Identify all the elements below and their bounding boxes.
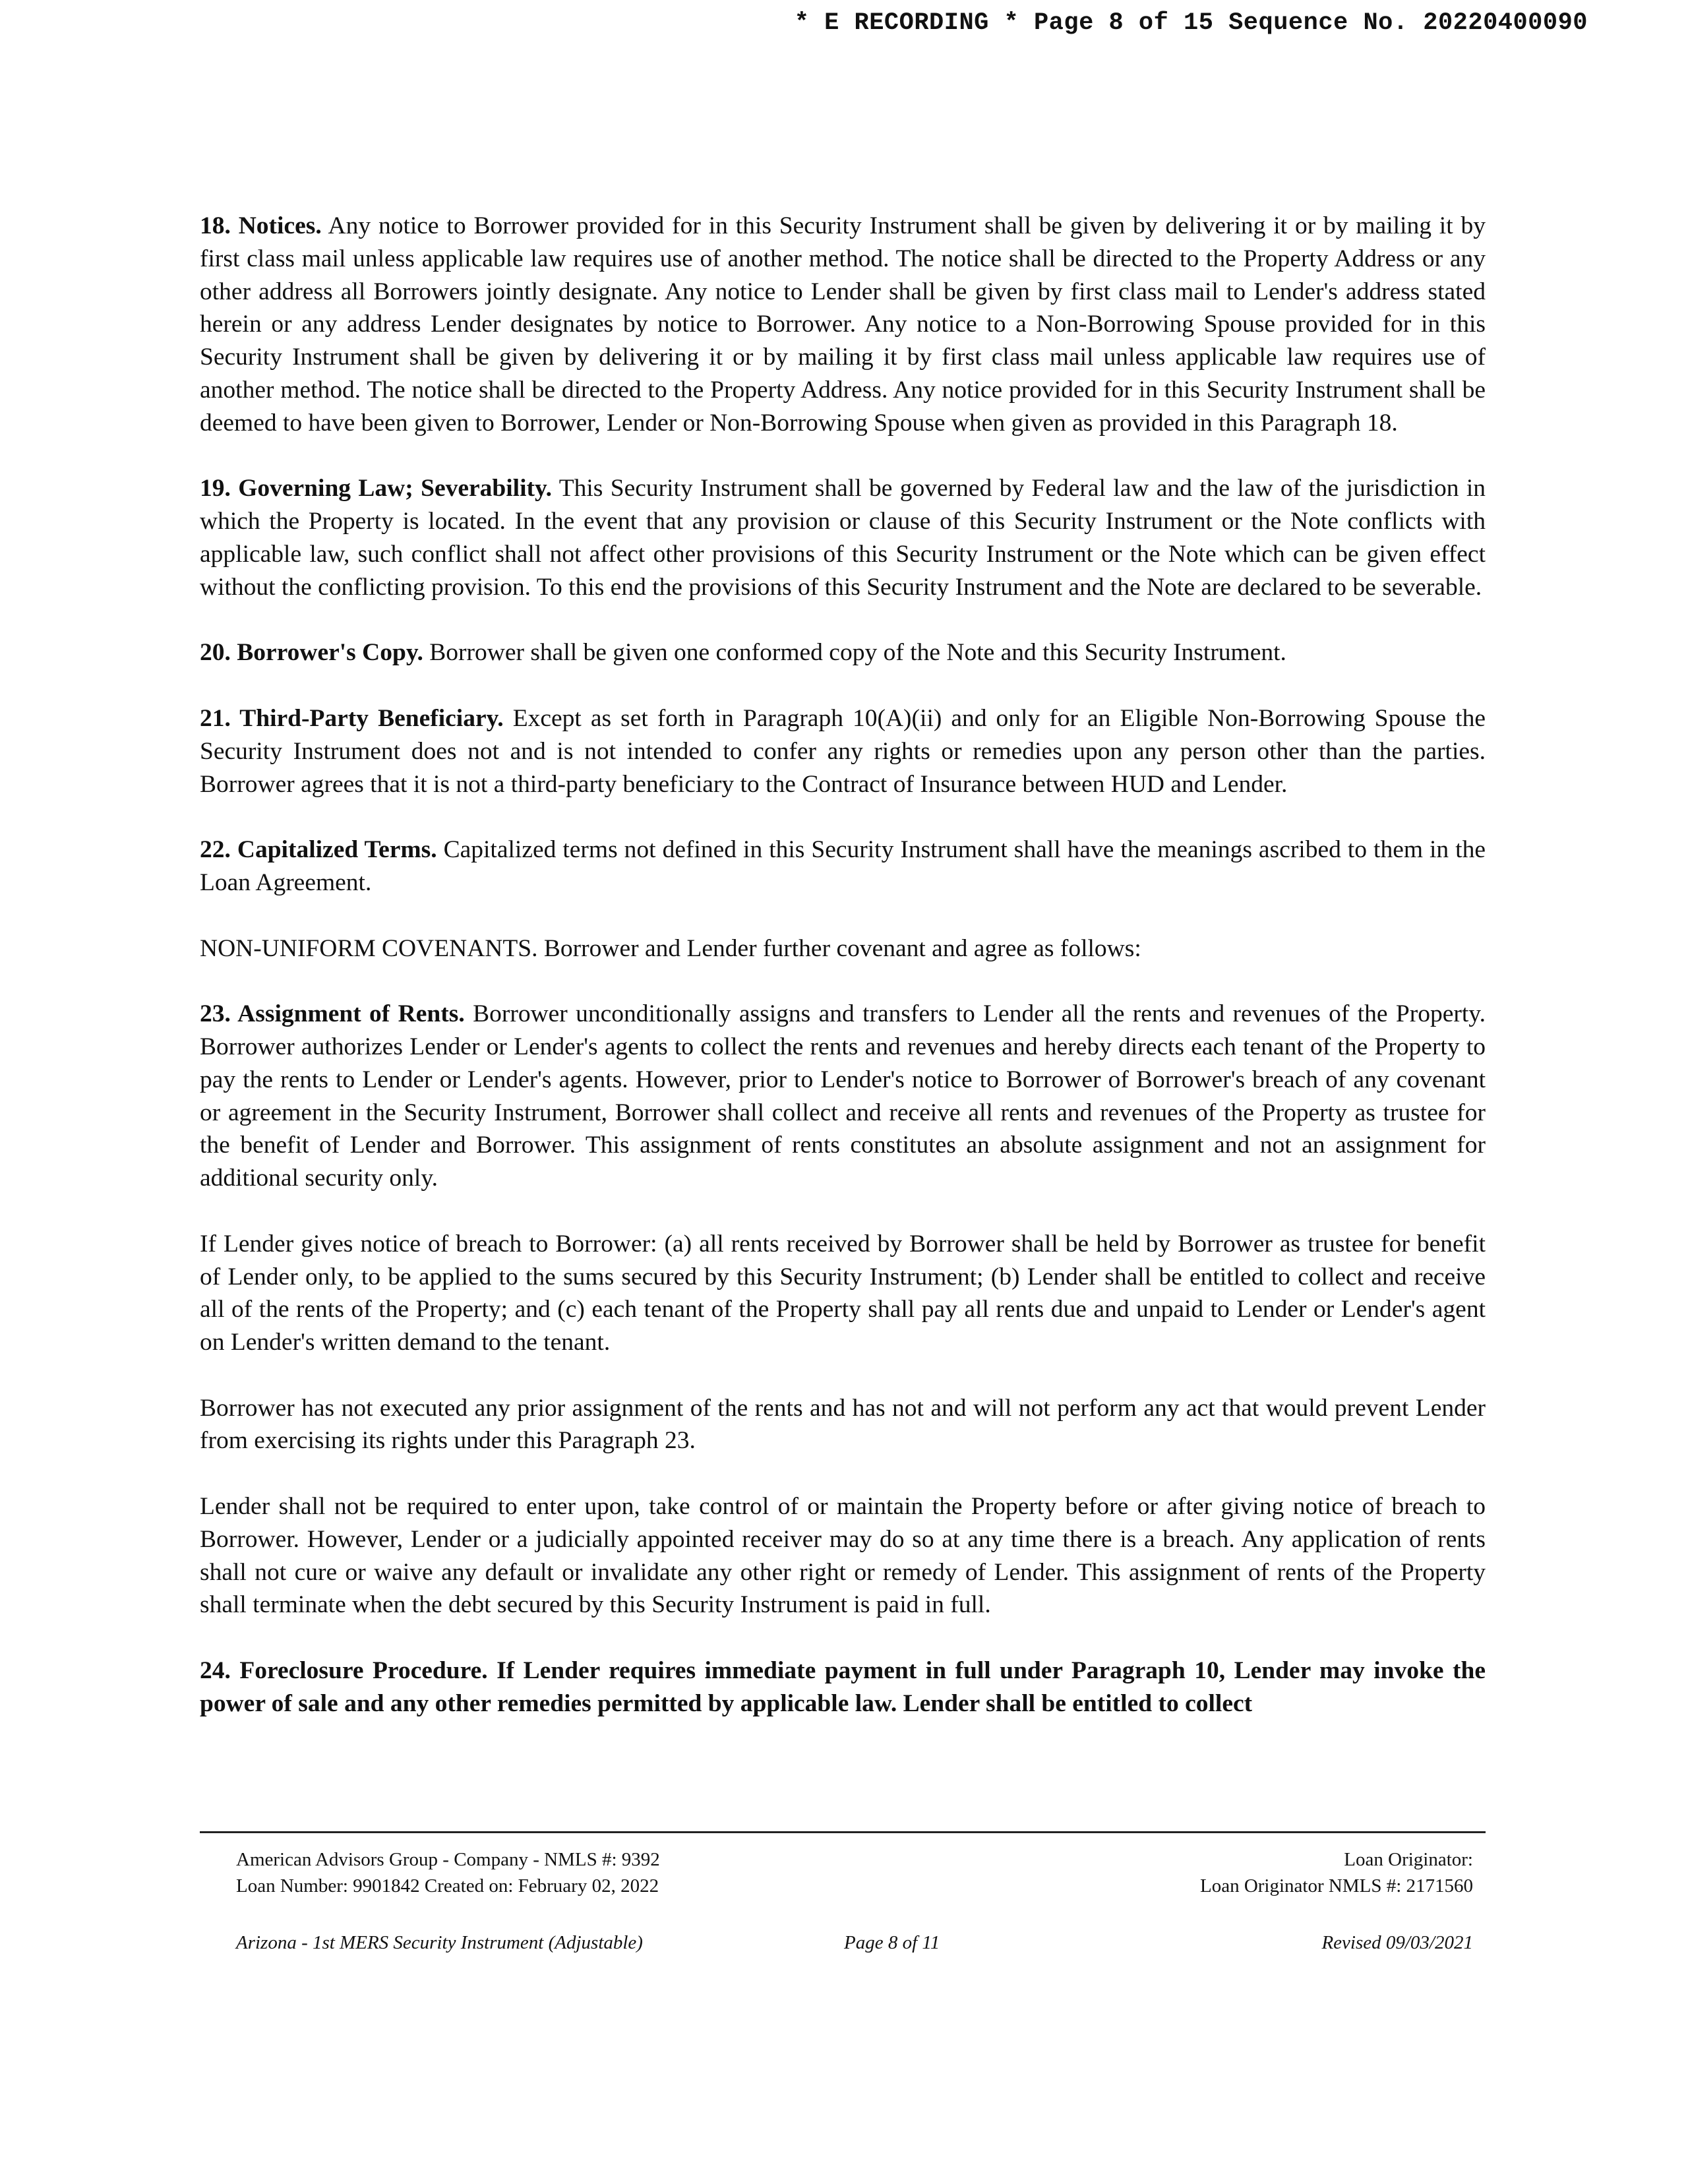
paragraph-24 [200,1654,1486,1720]
paragraph-text: Capitalized terms not defined in this Security Instrument shall have the meanings ascribed to them in the Loan Agreement. [200,836,1486,896]
paragraph-23 [200,998,1486,1195]
paragraph-18 [200,210,1486,440]
footer-company-block [236,1846,660,1899]
paragraph-text: Any notice to Borrower provided for in this Security Instrument shall be given by delivering it or by mailing it by first class mail unless applicable law requires use of another method. The notice shall be directed to the Property Address or any other address all Borrowers jointly designate. Any notice to Lender shall be given by first class mail to Lender's address stated herein or any address Lender designates by notice to Borrower. Any notice to a Non-Borrowing Spouse provided for in this Security Instrument shall be given by delivering it or by mailing it by first class mail unless applicable law requires use of another method. The notice shall be directed to the Property Address. Any notice provided for in this Security Instrument shall be deemed to have been given to Borrower, Lender or Non-Borrowing Spouse when given as provided in this Paragraph 18. [200,212,1486,437]
paragraph-text: Lender shall not be required to enter upon, take control of or maintain the Property before or after giving notice of breach to Borrower. However, Lender or a judicially appointed receiver may do so at any time there is a breach. Any application of rents shall not cure or waive any default or invalidate any other right or remedy of Lender. This assignment of rents of the Property shall terminate when the debt secured by this Security Instrument is paid in full. [200,1493,1486,1619]
originator-line: Loan Originator: [1344,1849,1473,1870]
paragraph-23-prior-assignment [200,1392,1486,1458]
paragraph-text: If Lender gives notice of breach to Borrower: (a) all rents received by Borrower shall be held by Borrower as trustee for benefit of Lender only, to be applied to the sums secured by this Security Instrument; (b) Lender shall be entitled to collect and receive all of the rents of the Property; and (c) each tenant of the Property shall pay all rents due and unpaid to Lender or Lender's agent on Lender's written demand to the tenant. [200,1230,1486,1356]
originator-nmls-line: Loan Originator NMLS #: 2171560 [1199,1875,1473,1896]
paragraph-heading: 19. Governing Law; Severability. [200,475,553,502]
recording-stamp: * E RECORDING * Page 8 of 15 Sequence No. 20220400090 [794,9,1588,37]
paragraph-text: NON-UNIFORM COVENANTS. Borrower and Lender further covenant and agree as follows: [200,934,1141,962]
paragraph-text: This Security Instrument shall be governed by Federal law and the law of the jurisdiction in which the Property is located. In the event that any provision or clause of this Security Instrument or the Note conflicts with applicable law, such conflict shall not affect other provisions of this Security Instrument or the Note which can be given effect without the conflicting provision. To this end the provisions of this Security Instrument and the Note are declared to be severable. [200,475,1486,601]
paragraph-heading: 21. Third-Party Beneficiary. [200,704,504,732]
paragraph-21 [200,702,1486,801]
paragraph-23-breach [200,1228,1486,1359]
company-line: American Advisors Group - Company - NMLS #: 9392 [236,1849,660,1870]
footer-originator-block [1200,1846,1473,1899]
revised-date: Revised 09/03/2021 [1321,1932,1473,1953]
paragraph-heading: 24. Foreclosure Procedure. If Lender requires immediate payment in full under Paragraph 10, Lender may invoke the power of sale and any other remedies permitted by applicable law. Lender shall be entitled to collect [200,1657,1486,1717]
paragraph-23-control [200,1490,1486,1622]
paragraph-heading: 18. Notices. [200,212,322,239]
paragraph-text: Except as set forth in Paragraph 10(A)(ii) and only for an Eligible Non-Borrowing Spouse the Security Instrument does not and is not intended to confer any rights or remedies upon any person other than the parties. Borrower agrees that it is not a third-party beneficiary to the Contract of Insurance between HUD and Lender. [200,704,1486,798]
non-uniform-covenants [200,932,1486,965]
paragraph-22 [200,834,1486,899]
form-title: Arizona - 1st MERS Security Instrument (Adjustable) [236,1932,643,1953]
paragraph-19 [200,472,1486,603]
paragraph-heading: 22. Capitalized Terms. [200,836,437,864]
document-body [200,210,1486,1753]
footer-info [236,1846,1473,1902]
paragraph-heading: 23. Assignment of Rents. [200,1000,465,1028]
footer-divider [200,1831,1486,1833]
paragraph-text: Borrower has not executed any prior assignment of the rents and has not and will not perform any act that would prevent Lender from exercising its rights under this Paragraph 23. [200,1394,1486,1455]
page-number: Page 8 of 11 [844,1932,940,1953]
paragraph-text: Borrower unconditionally assigns and transfers to Lender all the rents and revenues of the Property. Borrower authorizes Lender or Lender's agents to collect the rents and revenues and hereby directs each tenant of the Property to pay the rents to Lender or Lender's agents. However, prior to Lender's notice to Borrower of Borrower's breach of any covenant or agreement in the Security Instrument, Borrower shall collect and receive all rents and revenues of the Property as trustee for the benefit of Lender and Borrower. This assignment of rents constitutes an absolute assignment and not an assignment for additional security only. [200,1000,1486,1192]
paragraph-text: Borrower shall be given one conformed copy of the Note and this Security Instrument. [423,639,1286,667]
loan-line: Loan Number: 9901842 Created on: February 02, 2022 [236,1875,659,1896]
paragraph-20 [200,636,1486,669]
paragraph-heading: 20. Borrower's Copy. [200,639,423,667]
